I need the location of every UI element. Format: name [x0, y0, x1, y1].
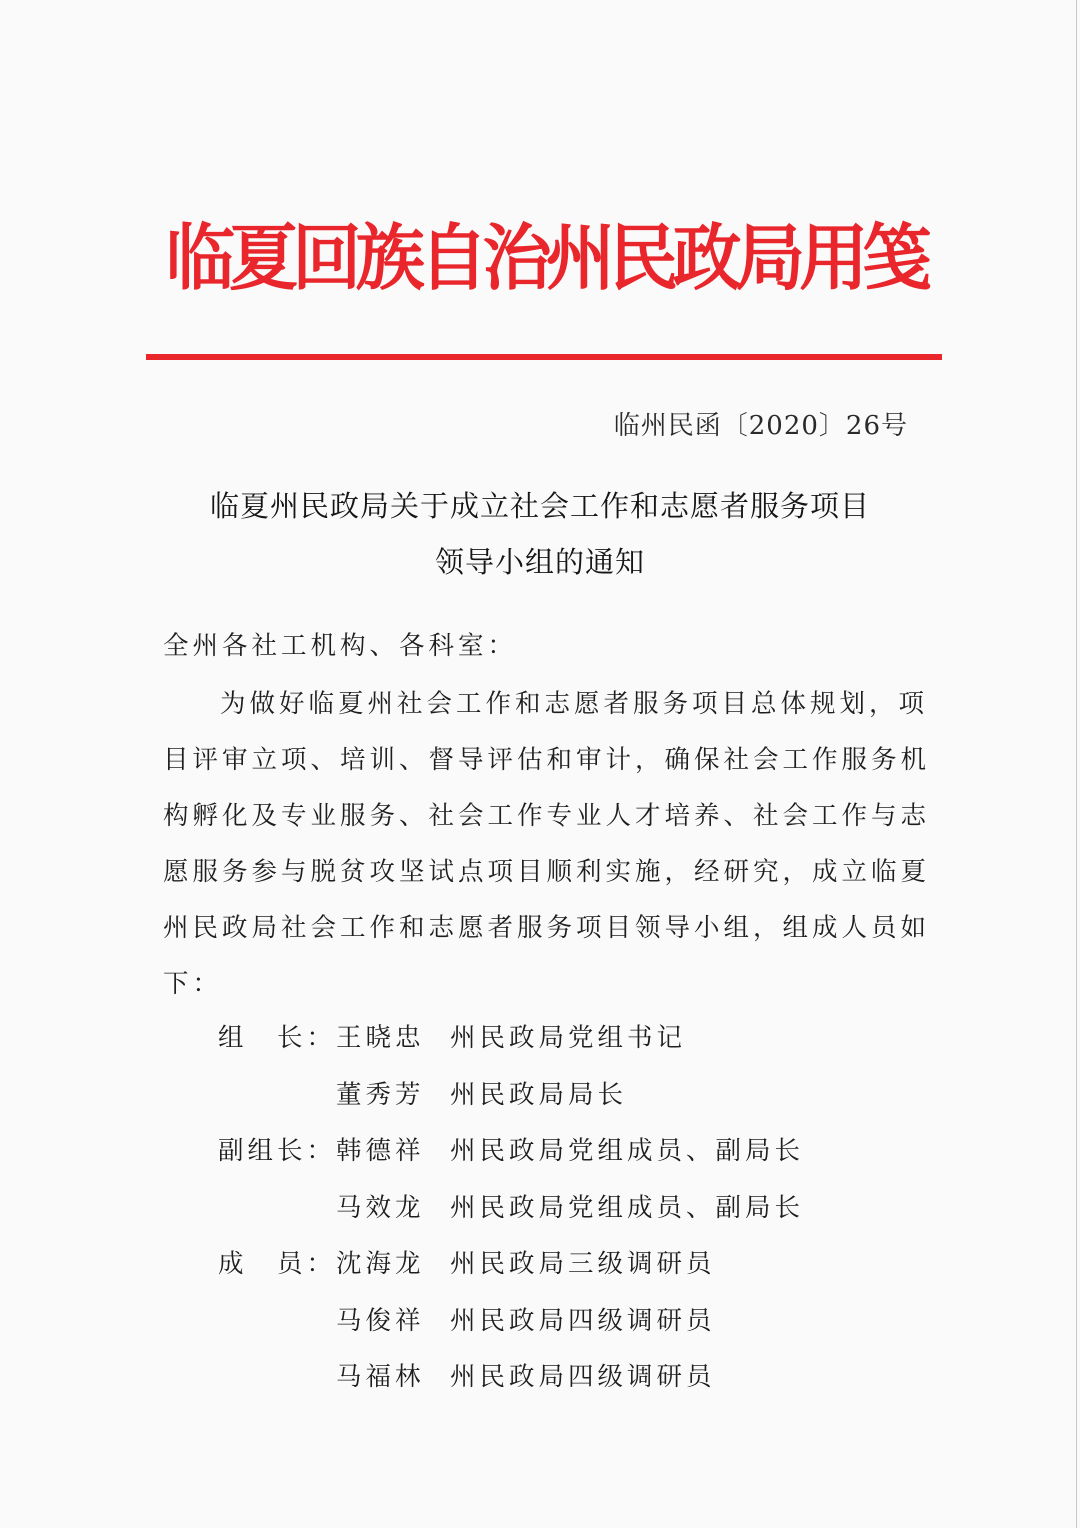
- body-paragraph: [163, 676, 931, 1012]
- member-name: 董秀芳: [336, 1079, 425, 1110]
- letterhead-title: 临夏回族自治州民政局用笺: [165, 215, 926, 300]
- member-name: 马福林: [336, 1362, 425, 1392]
- paragraph-line: 下：: [163, 969, 223, 999]
- page-edge-line: [1076, 0, 1077, 1528]
- member-title: 州民政局三级调研员: [450, 1249, 716, 1279]
- paragraph-line: 州民政局社会工作和志愿者服务项目领导小组，组成人员如: [163, 913, 931, 943]
- salutation: 全州各社工机构、各科室：: [163, 631, 518, 661]
- document-number: 临州民函〔2020〕26号: [613, 411, 908, 441]
- member-name: 马俊祥: [336, 1305, 425, 1336]
- paragraph-line: 为做好临夏州社会工作和志愿者服务项目总体规划，项: [220, 689, 929, 719]
- member-title: 州民政局局长: [450, 1079, 628, 1110]
- paragraph-line: 构孵化及专业服务、社会工作专业人才培养、社会工作与志: [163, 801, 931, 831]
- member-title: 州民政局党组成员、副局长: [450, 1136, 805, 1166]
- member-role: 副组长：: [218, 1136, 337, 1166]
- member-role: 成 员：: [218, 1249, 337, 1279]
- member-title: 州民政局党组成员、副局长: [450, 1192, 805, 1223]
- member-role: 组 长：: [218, 1023, 337, 1053]
- member-title: 州民政局党组书记: [450, 1023, 687, 1053]
- paragraph-line: 目评审立项、培训、督导评估和审计，确保社会工作服务机: [163, 745, 931, 775]
- notice-title-line-2: 领导小组的通知: [434, 545, 645, 579]
- member-name: 沈海龙: [336, 1249, 425, 1279]
- member-name: 马效龙: [336, 1192, 425, 1223]
- member-title: 州民政局四级调研员: [450, 1305, 716, 1336]
- member-title: 州民政局四级调研员: [450, 1362, 716, 1392]
- member-name: 王晓忠: [336, 1023, 425, 1053]
- notice-title-line-1: 临夏州民政局关于成立社会工作和志愿者服务项目: [209, 489, 870, 523]
- paragraph-line: 愿服务参与脱贫攻坚试点项目顺利实施，经研究，成立临夏: [163, 857, 931, 887]
- letterhead-red-rule: [146, 354, 942, 360]
- member-name: 韩德祥: [336, 1136, 425, 1166]
- notice-title: [150, 478, 930, 590]
